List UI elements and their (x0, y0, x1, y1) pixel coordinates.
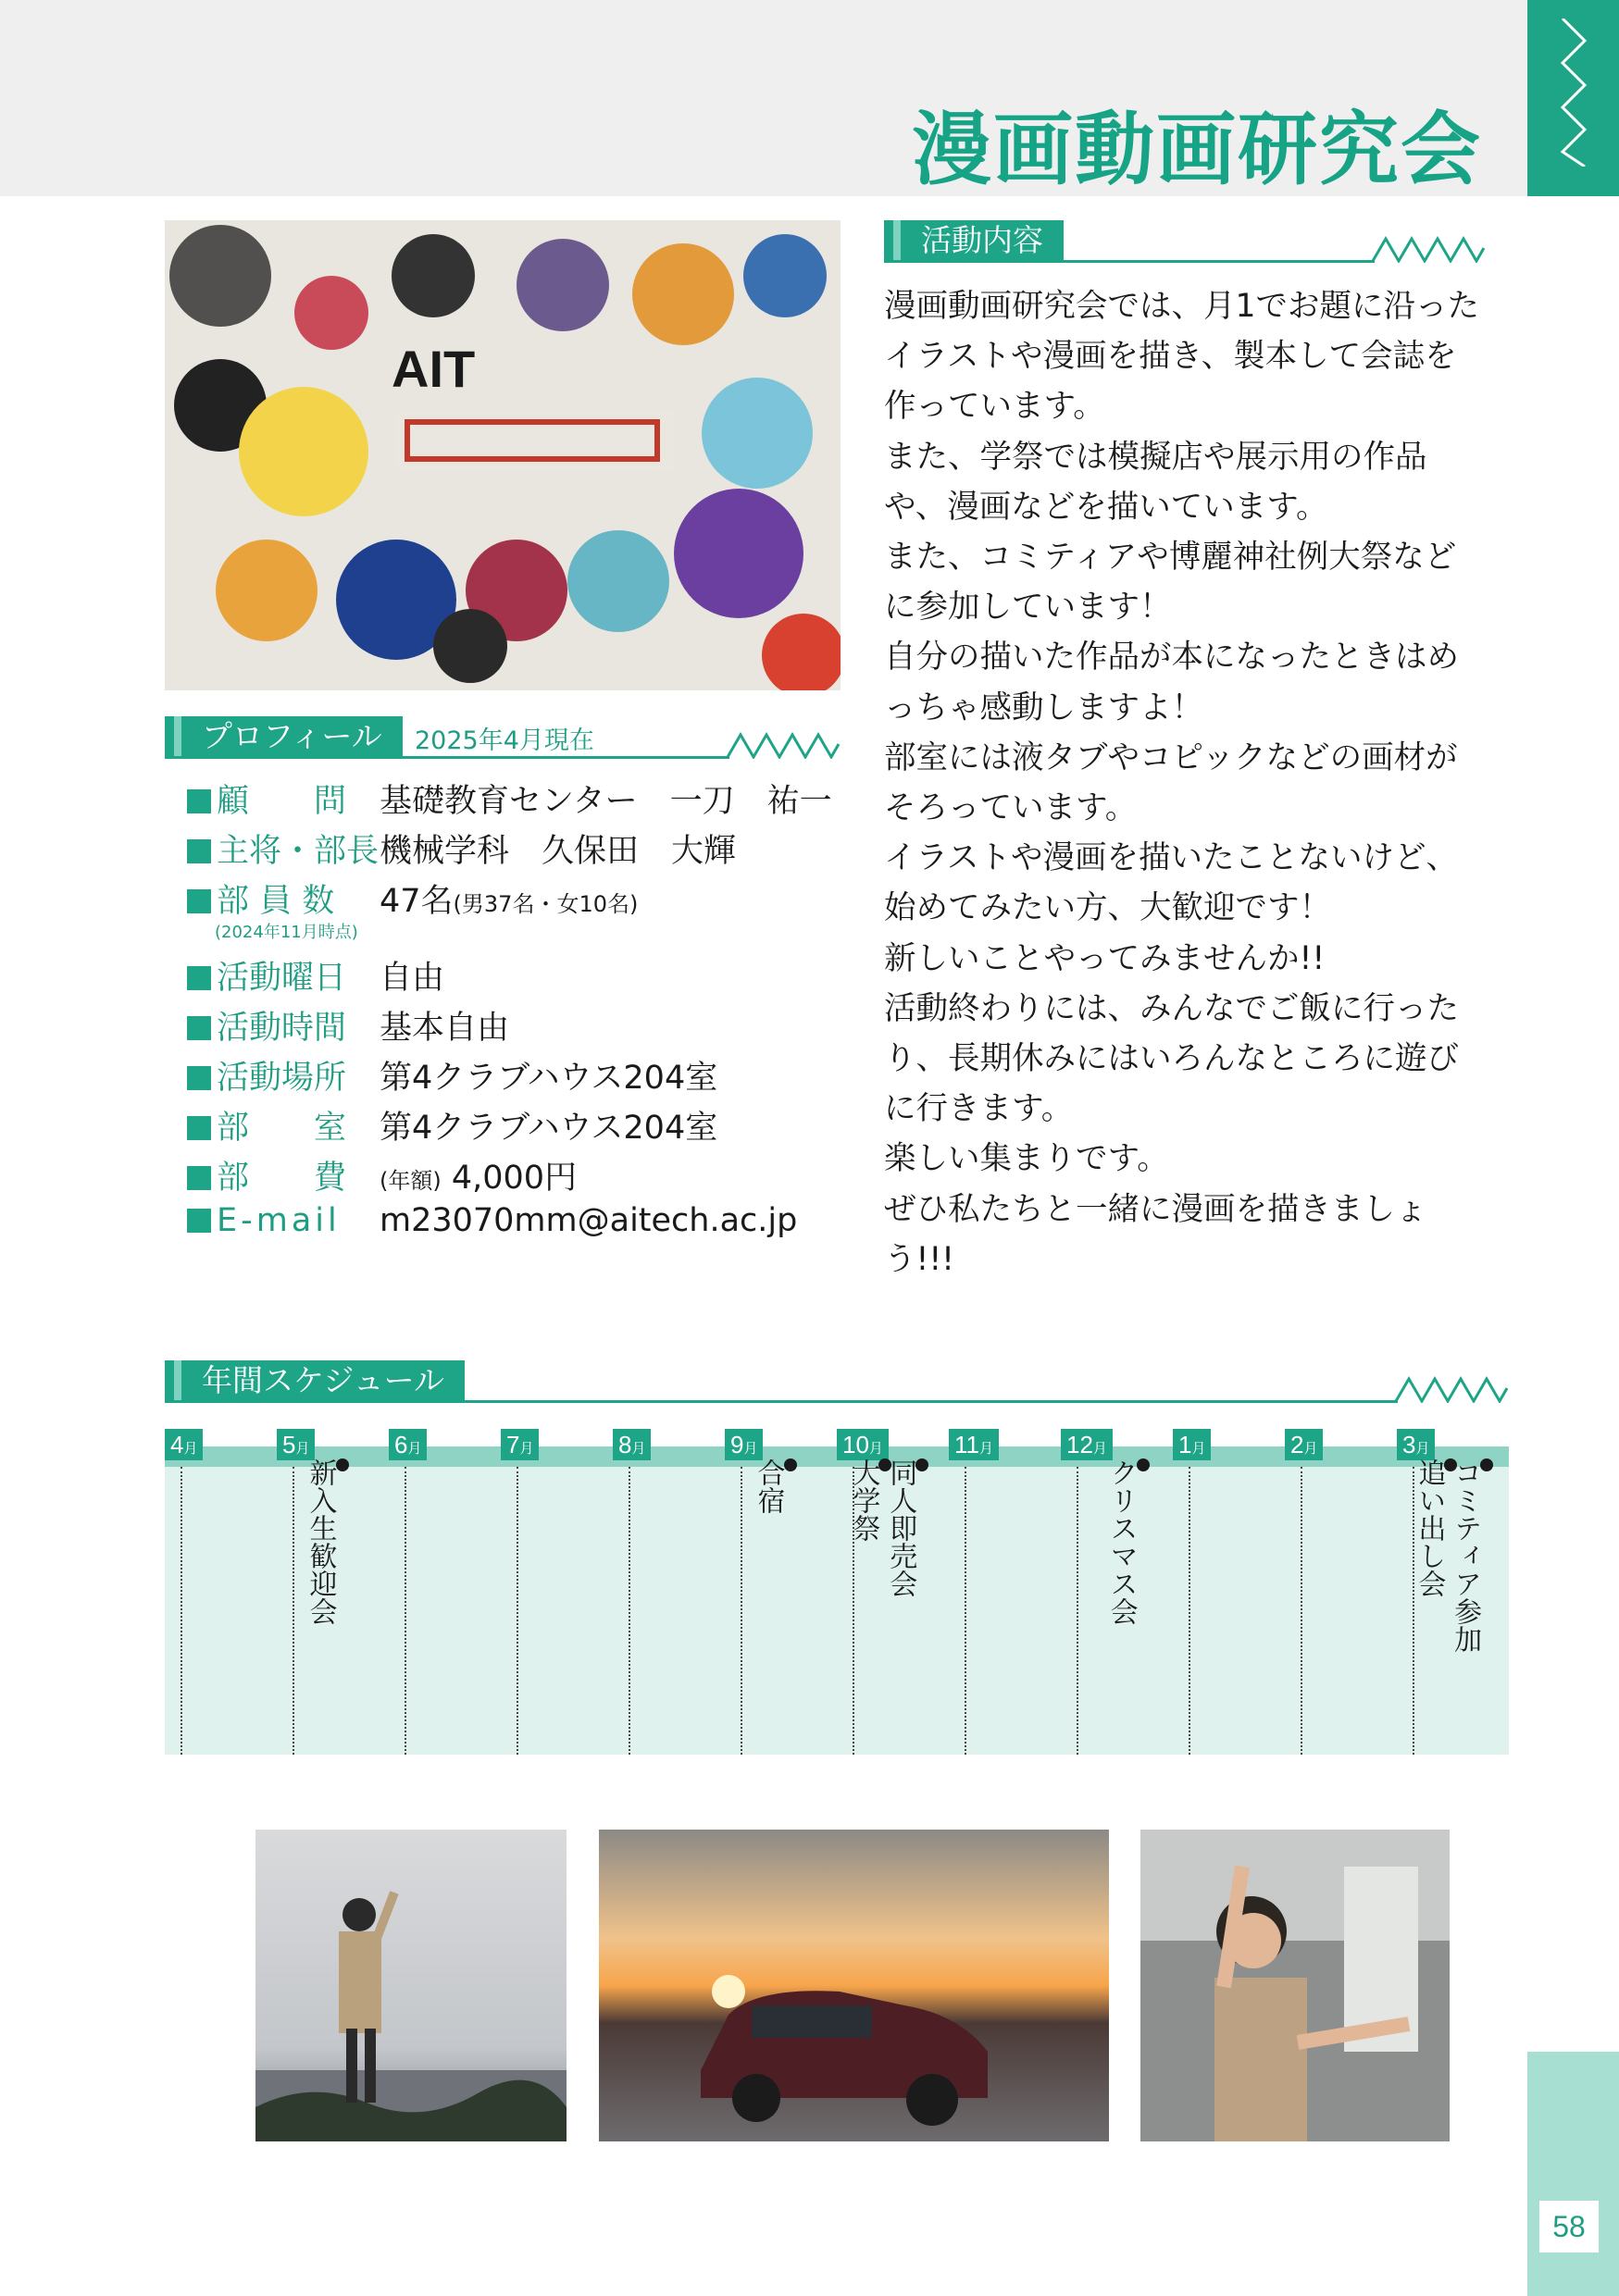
month-number: 12 (1066, 1431, 1093, 1458)
activity-paragraph: また、コミティアや博麗神社例大祭などに参加しています！ (884, 539, 1457, 627)
month-suffix: 月 (1303, 1441, 1318, 1457)
month-divider (405, 1467, 406, 1755)
profile-key: 活動時間 (187, 1002, 346, 1049)
section-underline (884, 260, 1375, 263)
profile-key: 部 費 (187, 1152, 346, 1198)
activity-paragraph: また、学祭では模擬店や展示用の作品や、漫画などを描いています。 (884, 438, 1427, 526)
month-divider (181, 1467, 182, 1755)
month-number: 11 (954, 1431, 979, 1458)
activity-paragraph: 部室には液タブやコピックなどの画材がそろっています。 (884, 738, 1458, 827)
month-suffix: 月 (295, 1441, 310, 1457)
photo-car-sunset (599, 1830, 1109, 2141)
fee-amount: 4,000円 (451, 1160, 578, 1197)
month-divider (293, 1467, 294, 1755)
label-stripe (174, 716, 181, 756)
month-number: 8 (618, 1431, 632, 1458)
month-label (277, 1429, 315, 1460)
month-label (949, 1429, 999, 1460)
month-divider (1189, 1467, 1190, 1755)
section-label (165, 1360, 465, 1400)
bullet-square-icon (187, 1066, 211, 1090)
month-number: 3 (1402, 1431, 1416, 1458)
section-label (884, 220, 1064, 260)
profile-key: 主将・部長 (187, 825, 379, 872)
event-dot-icon (1137, 1458, 1150, 1471)
month-number: 2 (1290, 1431, 1304, 1458)
side-tab-top (1527, 0, 1619, 196)
activity-section-title: 活動内容 (921, 222, 1043, 258)
profile-section-header (165, 716, 841, 759)
bullet-square-icon (187, 966, 211, 990)
profile-key: 顧 問 (187, 776, 346, 822)
event-label: クリスマス会 (1104, 1458, 1138, 1625)
profile-key: 活動場所 (187, 1052, 346, 1098)
svg-text:AIT: AIT (392, 340, 476, 398)
month-suffix: 月 (407, 1441, 422, 1457)
month-label (501, 1429, 539, 1460)
month-suffix: 月 (743, 1441, 758, 1457)
month-label (1397, 1429, 1435, 1460)
month-number: 10 (842, 1431, 869, 1458)
event-dot-icon (336, 1458, 349, 1471)
event-dot-icon (915, 1458, 928, 1471)
activity-paragraph: 新しいことやってみませんか!! (884, 939, 1326, 977)
photo-person-posing (1140, 1830, 1450, 2141)
month-number: 4 (170, 1431, 184, 1458)
month-divider (741, 1467, 742, 1755)
month-suffix: 月 (183, 1441, 198, 1457)
month-suffix: 月 (979, 1441, 994, 1457)
profile-value: 基本自由 (380, 1010, 510, 1047)
section-underline (165, 1400, 1398, 1403)
zigzag-decoration-icon (1371, 235, 1486, 263)
profile-value: 基礎教育センター 一刀 祐一 (380, 783, 832, 820)
page-title: 漫画動画研究会 (912, 104, 1482, 196)
profile-key: 部 室 (187, 1102, 346, 1148)
activity-paragraph: 漫画動画研究会では、月1でお題に沿ったイラストや漫画を描き、製本して会誌を作っています。 (884, 288, 1479, 426)
schedule-event (304, 1458, 349, 1625)
event-label: 同人即売会 (884, 1458, 917, 1597)
month-number: 1 (1178, 1431, 1192, 1458)
month-number: 5 (282, 1431, 296, 1458)
activity-paragraph: イラストや漫画を描いたことないけど、始めてみたい方、大歓迎です！ (884, 839, 1458, 927)
month-suffix: 月 (519, 1441, 534, 1457)
schedule-event (752, 1458, 797, 1514)
month-suffix: 月 (868, 1441, 883, 1457)
event-dot-icon (784, 1458, 797, 1471)
email-link[interactable]: m23070mm@aitech.ac.jp (380, 1202, 798, 1239)
profile-as-of: 2025年4月現在 (415, 726, 594, 755)
month-suffix: 月 (1092, 1441, 1107, 1457)
bullet-square-icon (187, 789, 211, 813)
event-label: 大学祭 (847, 1458, 880, 1542)
activity-paragraph: ぜひ私たちと一緒に漫画を描きましょう!!! (884, 1190, 1427, 1278)
profile-section-title: プロフィール (202, 718, 382, 754)
profile-value: 第4クラブハウス204室 (380, 1060, 718, 1097)
event-label: 追い出し会 (1413, 1458, 1446, 1597)
profile-value: 機械学科 久保田 大輝 (380, 833, 737, 870)
event-dot-icon (1480, 1458, 1493, 1471)
section-underline (165, 756, 729, 759)
label-stripe (174, 1360, 181, 1400)
schedule-event (884, 1458, 928, 1597)
month-label (725, 1429, 763, 1460)
bullet-square-icon (187, 1016, 211, 1040)
member-count: 47名 (380, 883, 454, 920)
profile-value: 第4クラブハウス204室 (380, 1110, 718, 1147)
schedule-section-header (165, 1360, 1509, 1403)
photo-person-overlook (255, 1830, 567, 2141)
activity-paragraph: 楽しい集まりです。 (884, 1140, 1169, 1178)
event-label: コミティア参加 (1449, 1458, 1482, 1653)
profile-key: 部 員 数 (187, 875, 334, 922)
fee-period: (年額) (380, 1168, 442, 1194)
bullet-square-icon (187, 1209, 211, 1233)
month-label (1061, 1429, 1113, 1460)
event-label: 新入生歓迎会 (304, 1458, 337, 1625)
profile-value (380, 875, 638, 922)
members-as-of-note: (2024年11月時点) (215, 923, 358, 942)
month-divider (1301, 1467, 1302, 1755)
zigzag-icon (1555, 19, 1592, 167)
month-number: 7 (506, 1431, 520, 1458)
month-label (837, 1429, 889, 1460)
month-number: 9 (730, 1431, 744, 1458)
month-label (1173, 1429, 1211, 1460)
zigzag-decoration-icon (1394, 1375, 1509, 1403)
schedule-timeline (165, 1446, 1509, 1755)
month-suffix: 月 (1415, 1441, 1430, 1457)
month-label (613, 1429, 651, 1460)
page-number: 58 (1539, 2201, 1599, 2253)
month-divider (629, 1467, 630, 1755)
month-divider (965, 1467, 966, 1755)
month-divider (1077, 1467, 1078, 1755)
month-divider (517, 1467, 518, 1755)
bullet-square-icon (187, 889, 211, 913)
label-stripe (893, 220, 901, 260)
bullet-square-icon (187, 1166, 211, 1190)
schedule-event (1449, 1458, 1493, 1653)
schedule-section-title: 年間スケジュール (202, 1362, 445, 1398)
profile-value (380, 1152, 577, 1198)
bullet-square-icon (187, 839, 211, 863)
activity-paragraph: 活動終わりには、みんなでご飯に行ったり、長期休みにはいろんなところに遊びに行きます。 (884, 989, 1459, 1128)
activity-section-header (884, 220, 1486, 263)
side-tab-bottom (1527, 2052, 1619, 2296)
month-label (1285, 1429, 1323, 1460)
month-number: 6 (394, 1431, 408, 1458)
event-label: 合宿 (752, 1458, 785, 1514)
activity-paragraph: 自分の描いた作品が本になったときはめっちゃ感動しますよ！ (884, 639, 1459, 726)
month-suffix: 月 (1191, 1441, 1206, 1457)
profile-value: 自由 (380, 960, 445, 997)
month-label (165, 1429, 203, 1460)
zigzag-decoration-icon (726, 731, 841, 759)
profile-key: 活動曜日 (187, 952, 346, 999)
section-label (165, 716, 403, 756)
month-suffix: 月 (631, 1441, 646, 1457)
member-breakdown: (男37名・女10名) (453, 891, 639, 917)
activity-description (884, 281, 1486, 1285)
schedule-event (1104, 1458, 1150, 1625)
profile-key: E-mail (187, 1202, 341, 1239)
month-label (389, 1429, 427, 1460)
club-illustration-photo (165, 220, 841, 690)
bullet-square-icon (187, 1116, 211, 1140)
